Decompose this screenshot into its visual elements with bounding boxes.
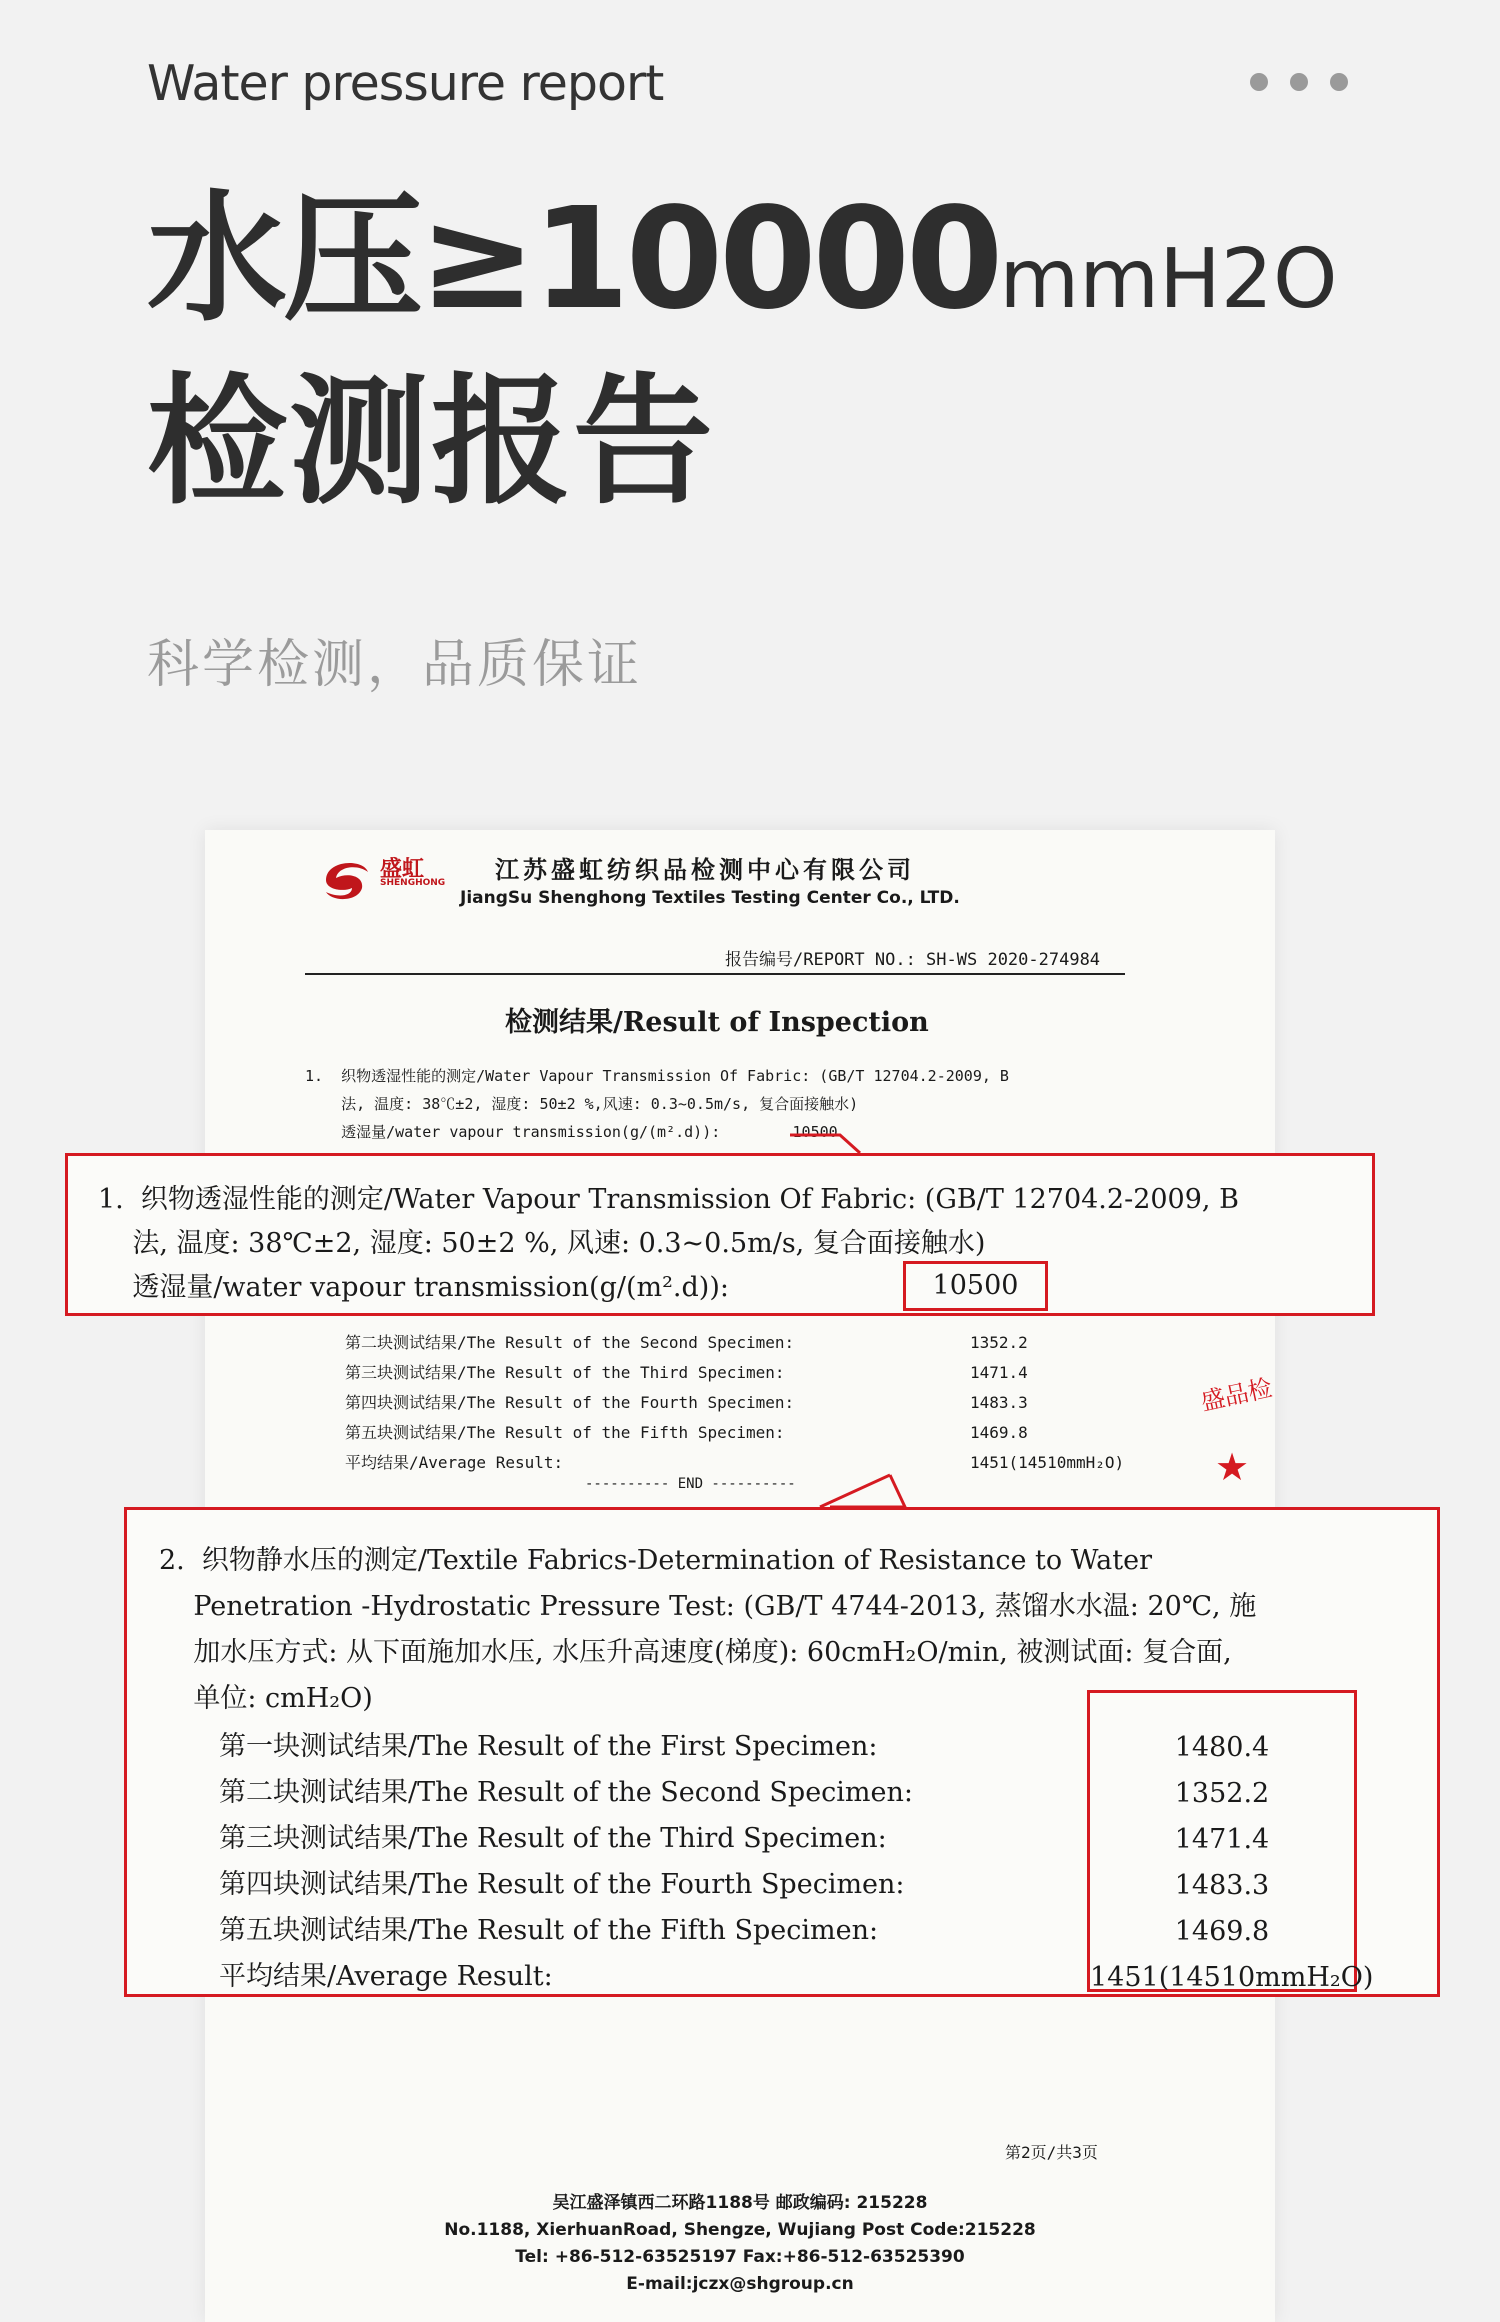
spec-value: 1471.4: [1174, 1824, 1270, 1855]
small-spec: 第四块测试结果/The Result of the Fourth Specimen:: [345, 1393, 795, 1412]
callout1-value-box: 10500: [903, 1261, 1048, 1311]
callout1-line: 法, 温度: 38℃±2, 湿度: 50±2 %, 风速: 0.3~0.5m/s, 复合面接触水): [98, 1228, 986, 1259]
small-spec: 第五块测试结果/The Result of the Fifth Specimen:: [345, 1423, 785, 1442]
small-item1-line: 透湿量/water vapour transmission(g/(m².d)): 10500: [305, 1123, 838, 1141]
callout2-line: 单位: cmH₂O): [159, 1683, 373, 1714]
spec-label: 第二块测试结果/The Result of the Second Specimen:: [219, 1777, 913, 1808]
report-number: 报告编号/REPORT NO.: SH-WS 2020-274984: [725, 950, 1101, 970]
spec-label: 平均结果/Average Result:: [219, 1961, 553, 1992]
callout2-spec-labels: [219, 1724, 913, 2000]
hero-line2: 检测报告: [147, 361, 716, 524]
hero-unit: mmH2O: [999, 232, 1338, 327]
spec-label: 第五块测试结果/The Result of the Fifth Specimen:: [219, 1915, 879, 1946]
callout2-line: 加水压方式: 从下面施加水压, 水压升高速度(梯度): 60cmH₂O/min, 被测试面: 复合面,: [159, 1637, 1232, 1668]
page-subtitle: Water pressure report: [147, 55, 664, 112]
end-marker: ---------- END ----------: [585, 1476, 796, 1492]
spec-label: 第一块测试结果/The Result of the First Specimen:: [219, 1731, 878, 1762]
spec-value: 1451(14510mmH₂O): [1090, 1962, 1374, 1993]
footer-line: Tel: +86-512-63525197 Fax:+86-512-63525390: [515, 2247, 965, 2267]
callout1-line: 1. 织物透湿性能的测定/Water Vapour Transmission Of Fabric: (GB/T 12704.2-2009, B: [98, 1184, 1239, 1215]
company-cn: 江苏盛虹纺织品检测中心有限公司: [495, 855, 915, 884]
spec-value: 1469.8: [1174, 1916, 1270, 1947]
logo-cn: 盛虹: [380, 857, 425, 882]
hero-main: 水压≥10000: [147, 178, 1000, 341]
small-item1-line: 1. 织物透湿性能的测定/Water Vapour Transmission Of Fabric: (GB/T 12704.2-2009, B: [305, 1067, 1009, 1085]
footer-line: No.1188, XierhuanRoad, Shengze, Wujiang Post Code:215228: [444, 2220, 1036, 2240]
footer-line: E-mail:jczx@shgroup.cn: [626, 2274, 854, 2294]
small-spec-value: 1451(14510mmH₂O): [970, 1453, 1125, 1472]
callout-hydrostatic-pressure: [124, 1507, 1440, 1997]
logo-en: SHENGHONG: [380, 878, 446, 888]
small-spec-value: 1483.3: [970, 1393, 1028, 1412]
red-stamp: 盛品检: [1198, 1373, 1275, 1417]
callout1-line: 透湿量/water vapour transmission(g/(m².d)):: [98, 1272, 729, 1303]
callout2-value-box: [1087, 1690, 1374, 1993]
small-spec: 第三块测试结果/The Result of the Third Specimen:: [345, 1363, 785, 1382]
page-number: 第2页/共3页: [1005, 2143, 1098, 2162]
callout2-line: 2. 织物静水压的测定/Textile Fabrics-Determination of Resistance to Water: [159, 1545, 1152, 1576]
callout-vapour-transmission: [65, 1153, 1375, 1316]
callout2-line: Penetration -Hydrostatic Pressure Test: (GB/T 4744-2013, 蒸馏水水温: 20℃, 施: [159, 1591, 1257, 1622]
small-spec: 平均结果/Average Result:: [345, 1453, 564, 1472]
small-spec-value: 1352.2: [970, 1333, 1028, 1352]
spec-value: 1352.2: [1174, 1778, 1270, 1809]
small-spec-value: 1469.8: [970, 1423, 1028, 1442]
slogan: 科学检测，品质保证: [147, 635, 643, 695]
small-item1-line: 法, 温度: 38℃±2, 湿度: 50±2 %,风速: 0.3~0.5m/s, 复合面接触水): [305, 1095, 859, 1113]
footer-line: 吴江盛泽镇西二环路1188号 邮政编码: 215228: [552, 2193, 928, 2213]
company-en: JiangSu Shenghong Textiles Testing Center Co., LTD.: [460, 888, 960, 908]
red-star-icon: ★: [1215, 1445, 1250, 1489]
callout1-text: [98, 1178, 1239, 1310]
spec-label: 第三块测试结果/The Result of the Third Specimen:: [219, 1823, 887, 1854]
spec-label: 第四块测试结果/The Result of the Fourth Specimen:: [219, 1869, 905, 1900]
small-spec-value: 1471.4: [970, 1363, 1028, 1382]
spec-value: 1480.4: [1174, 1732, 1270, 1763]
spec-value: 1483.3: [1174, 1870, 1270, 1901]
result-title: 检测结果/Result of Inspection: [505, 1007, 929, 1038]
callout2-values: [1090, 1725, 1374, 2001]
small-spec: 第二块测试结果/The Result of the Second Specimen:: [345, 1333, 795, 1352]
